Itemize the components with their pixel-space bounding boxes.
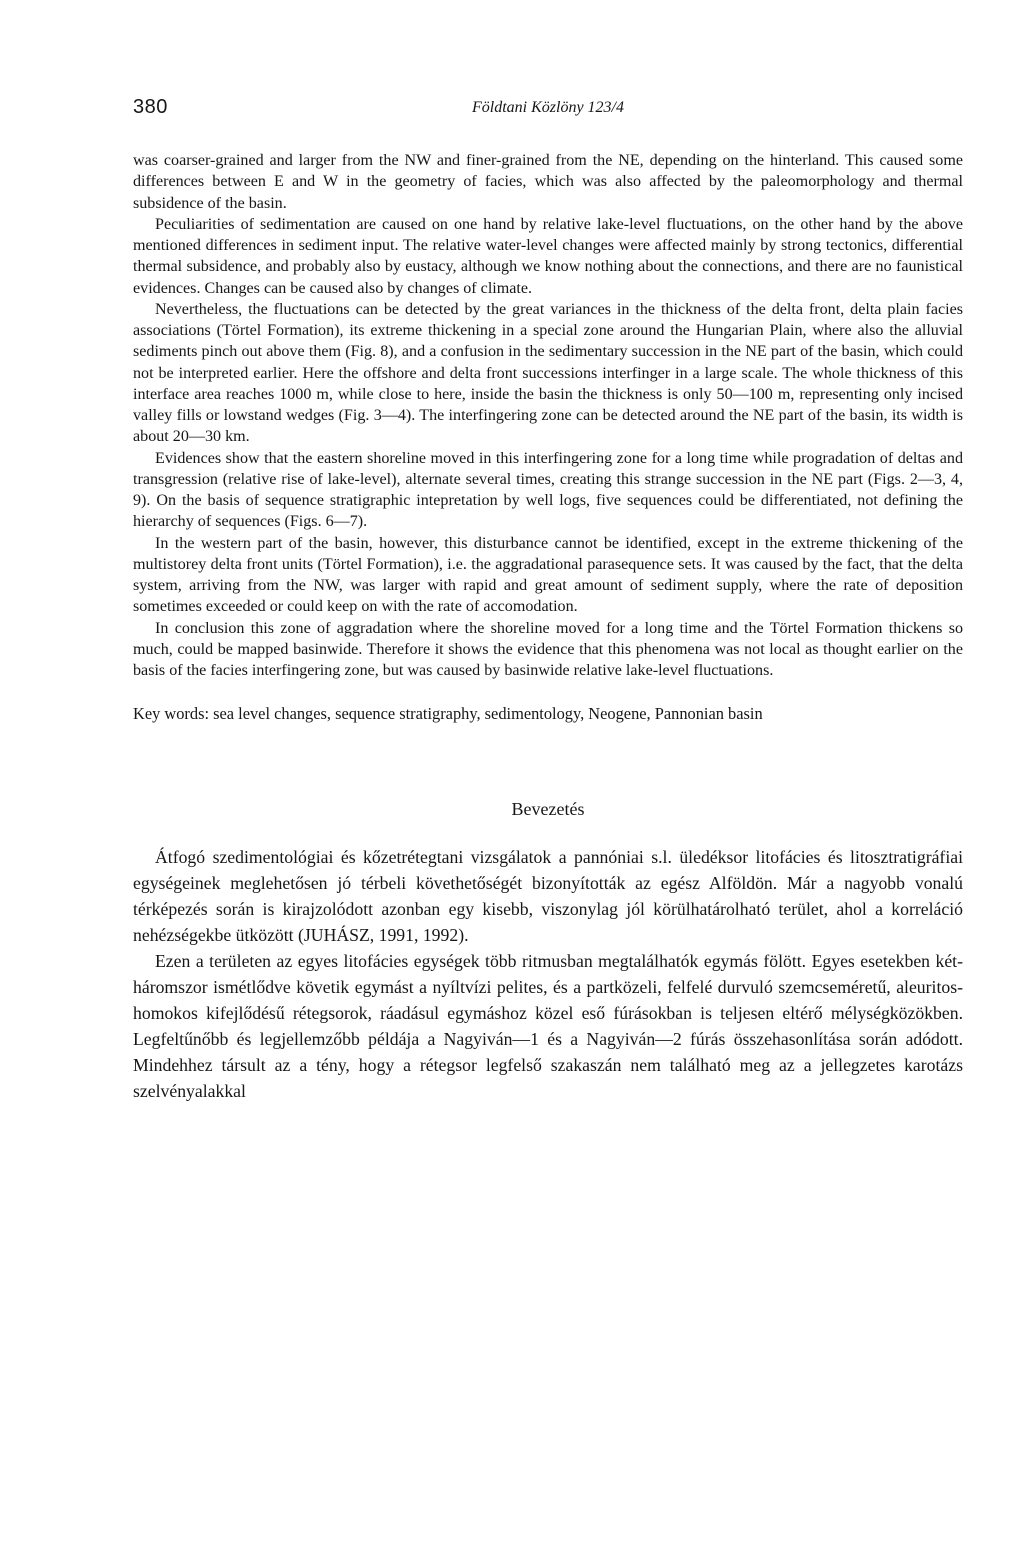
abstract-paragraph: was coarser-grained and larger from the NW and finer-grained from the NE, depending on the hinterland. This caused some differences between E and W in the geometry of facies, which was also affected by the paleomorphology and thermal subsidence of the basin. [133, 152, 963, 212]
abstract-paragraph: Peculiarities of sedimentation are caused on one hand by relative lake-level fluctuations, on the other hand by the above mentioned differences in sediment input. The relative water-level changes were affected mainly by strong tectonics, differential thermal subsidence, and probably also by eustacy, although we know nothing about the connections, and there are no faunistical evidences. Changes can be caused also by changes of climate. [133, 215, 963, 297]
page-number: 380 [133, 96, 168, 118]
abstract-paragraph: Evidences show that the eastern shoreline moved in this interfingering zone for a long time while progradation of deltas and transgression (relative rise of lake-level), alternate several times, creating this strange succession in the NE part (Figs. 2—3, 4, 9). On the basis of sequence stratigraphic intepretation by well logs, five sequences could be differentiated, not defining the hierarchy of sequences (Figs. 6—7). [133, 449, 963, 531]
body-paragraph: Ezen a területen az egyes litofácies egységek több ritmusban megtalálhatók egymás fölött. Egyes esetekben két-háromszor ismétlődve követik egymást a nyíltvízi pelites, és a partközeli, felfelé durvuló szemcseméretű, aleuritos-homokos kifejlődésű rétegsorok, ráadásul egymáshoz közel eső fúrásokban is teljesen eltérő mélységközökben. Legfeltűnőbb és legjellemzőbb példája a Nagyiván—1 és a Nagyiván—2 fúrás összehasonlítása során adódott. Mindehhez társult az a tény, hogy a rétegsor legfelső szakaszán nem található meg az a jellegzetes karotázs szelvényalakkal [133, 951, 963, 1102]
running-header [133, 96, 963, 124]
section-heading: Bevezetés [511, 799, 585, 820]
abstract-text [133, 150, 963, 681]
section-body [133, 844, 963, 1104]
abstract-paragraph: Nevertheless, the fluctuations can be detected by the great variances in the thickness of the delta front, delta plain facies associations (Törtel Formation), its extreme thickening in a special zone around the Hungarian Plain, where also the alluvial sediments pinch out above them (Fig. 8), and a confusion in the sedimentary succession in the NE part of the basin, which could not be interpreted earlier. Here the offshore and delta front successions interfinger in a large scale. The whole thickness of this interface area reaches 1000 m, while close to here, inside the basin the thickness is only 50—100 m, representing only incised valley fills or lowstand wedges (Fig. 3—4). The interfingering zone can be detected around the NE part of the basin, its width is about 20—30 km. [133, 300, 963, 446]
journal-title: Földtani Közlöny 123/4 [472, 99, 624, 116]
body-paragraph: Átfogó szedimentológiai és kőzetrétegtani vizsgálatok a pannóniai s.l. üledéksor litofácies és litosztratigráfiai egységeinek meglehetősen jó térbeli követhetőségét bizonyították az egész Alföldön. Már a nagyobb vonalú térképezés során is kirajzolódott azonban egy kisebb, viszonylag jól körülhatárolható terület, ahol a korreláció nehézségekbe ütközött (JUHÁSZ, 1991, 1992). [133, 847, 963, 946]
abstract-paragraph: In conclusion this zone of aggradation where the shoreline moved for a long time and the Törtel Formation thickens so much, could be mapped basinwide. Therefore it shows the evidence that this phenomena was not local as thought earlier on the basis of the facies interfingering zone, but was caused by basinwide relative lake-level fluctuations. [133, 619, 963, 679]
document-page [133, 96, 963, 1104]
abstract-paragraph: In the western part of the basin, however, this disturbance cannot be identified, except in the extreme thickening of the multistorey delta front units (Törtel Formation), i.e. the aggradational parasequence sets. It was caused by the fact, that the delta system, arriving from the NW, was larger with rapid and great amount of sediment supply, where the rate of deposition sometimes exceeded or could keep on with the rate of accomodation. [133, 534, 963, 616]
keywords-line: Key words: sea level changes, sequence stratigraphy, sedimentology, Neogene, Pannonian basin [133, 704, 763, 724]
